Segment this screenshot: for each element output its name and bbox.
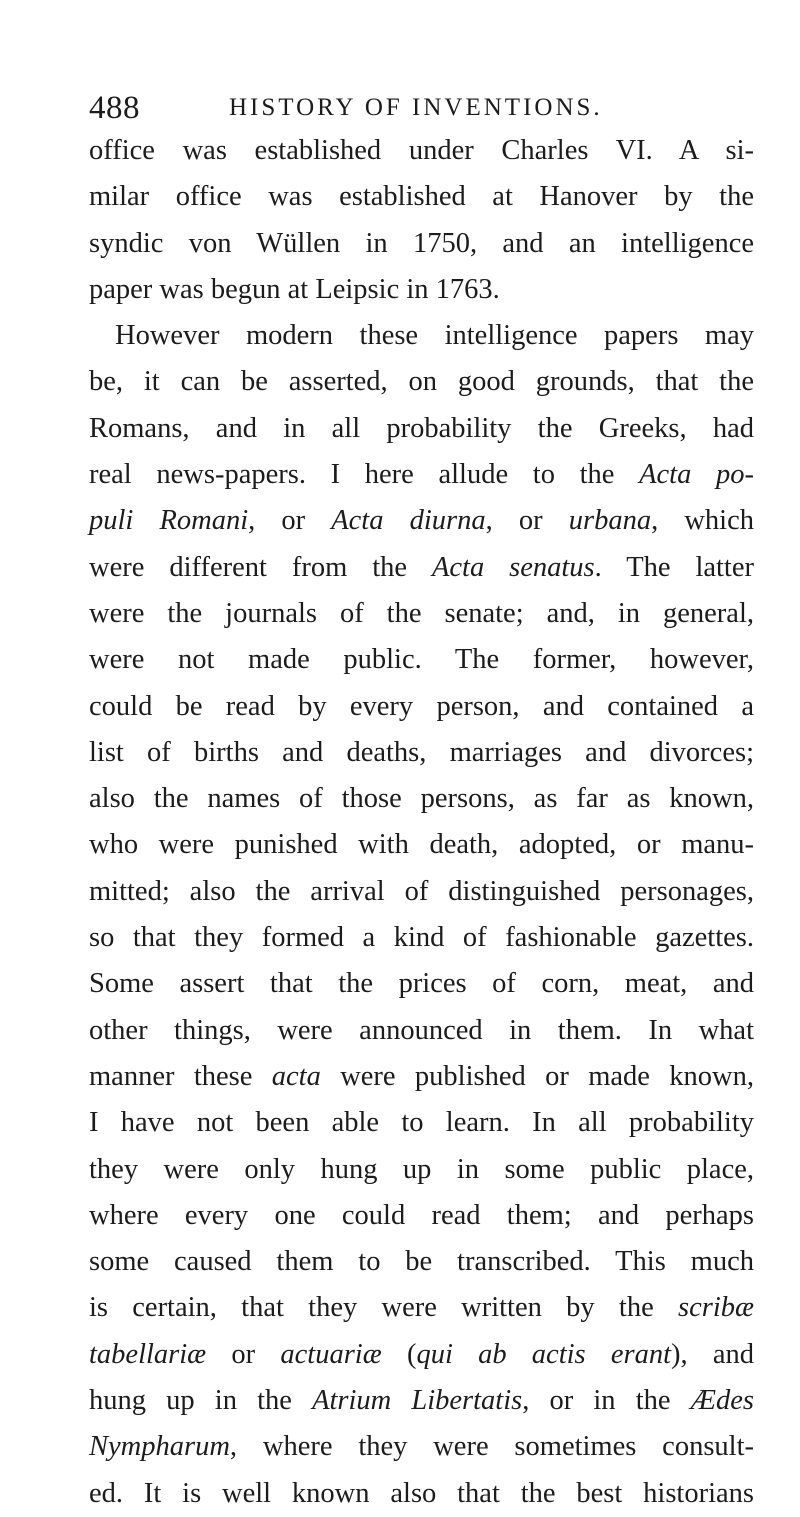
text-line: they were only hung up in some public place,	[89, 1153, 754, 1185]
text-line: could be read by every person, and contained a	[89, 690, 754, 722]
running-head: HISTORY OF INVENTIONS.	[229, 94, 603, 121]
text-line: real news-papers. I here allude to the Acta po-	[89, 459, 754, 491]
page-header	[89, 90, 749, 130]
text-line: I have not been able to learn. In all probability	[89, 1107, 754, 1139]
text-line: However modern these intelligence papers may	[115, 320, 754, 352]
text-line: where every one could read them; and perhaps	[89, 1199, 754, 1231]
page-number: 488	[89, 90, 140, 126]
text-line: were different from the Acta senatus. The latter	[89, 551, 754, 583]
text-line: were not made public. The former, however,	[89, 644, 754, 676]
text-line: who were punished with death, adopted, or manu-	[89, 829, 754, 861]
text-line: list of births and deaths, marriages and divorces;	[89, 736, 754, 768]
text-line: so that they formed a kind of fashionable gazettes.	[89, 922, 754, 954]
body-text	[89, 128, 754, 1517]
text-line: be, it can be asserted, on good grounds, that the	[89, 366, 754, 398]
text-line: tabellariæ or actuariæ (qui ab actis erant), and	[89, 1338, 755, 1370]
text-line: also the names of those persons, as far as known,	[89, 783, 754, 815]
text-line: Some assert that the prices of corn, meat, and	[89, 968, 754, 1000]
text-line: is certain, that they were written by the scribæ	[89, 1292, 754, 1324]
text-line: syndic von Wüllen in 1750, and an intelligence	[89, 227, 754, 259]
text-line: manner these acta were published or made known,	[89, 1060, 754, 1092]
text-line: milar office was established at Hanover by the	[89, 181, 754, 213]
text-line: some caused them to be transcribed. This much	[89, 1246, 754, 1278]
text-line: ed. It is well known also that the best historians	[89, 1477, 754, 1509]
text-line: were the journals of the senate; and, in general,	[89, 597, 754, 629]
text-line: other things, were announced in them. In what	[89, 1014, 754, 1046]
text-line: Nympharum, where they were sometimes consult-	[89, 1431, 754, 1463]
text-line: office was established under Charles VI. A si-	[89, 135, 754, 166]
text-line: puli Romani, or Acta diurna, or urbana, which	[89, 505, 754, 537]
text-line: hung up in the Atrium Libertatis, or in the Ædes	[89, 1385, 754, 1417]
text-line: paper was begun at Leipsic in 1763.	[89, 273, 500, 305]
text-line: mitted; also the arrival of distinguished personages,	[89, 875, 754, 907]
text-line: Romans, and in all probability the Greeks, had	[89, 412, 754, 444]
